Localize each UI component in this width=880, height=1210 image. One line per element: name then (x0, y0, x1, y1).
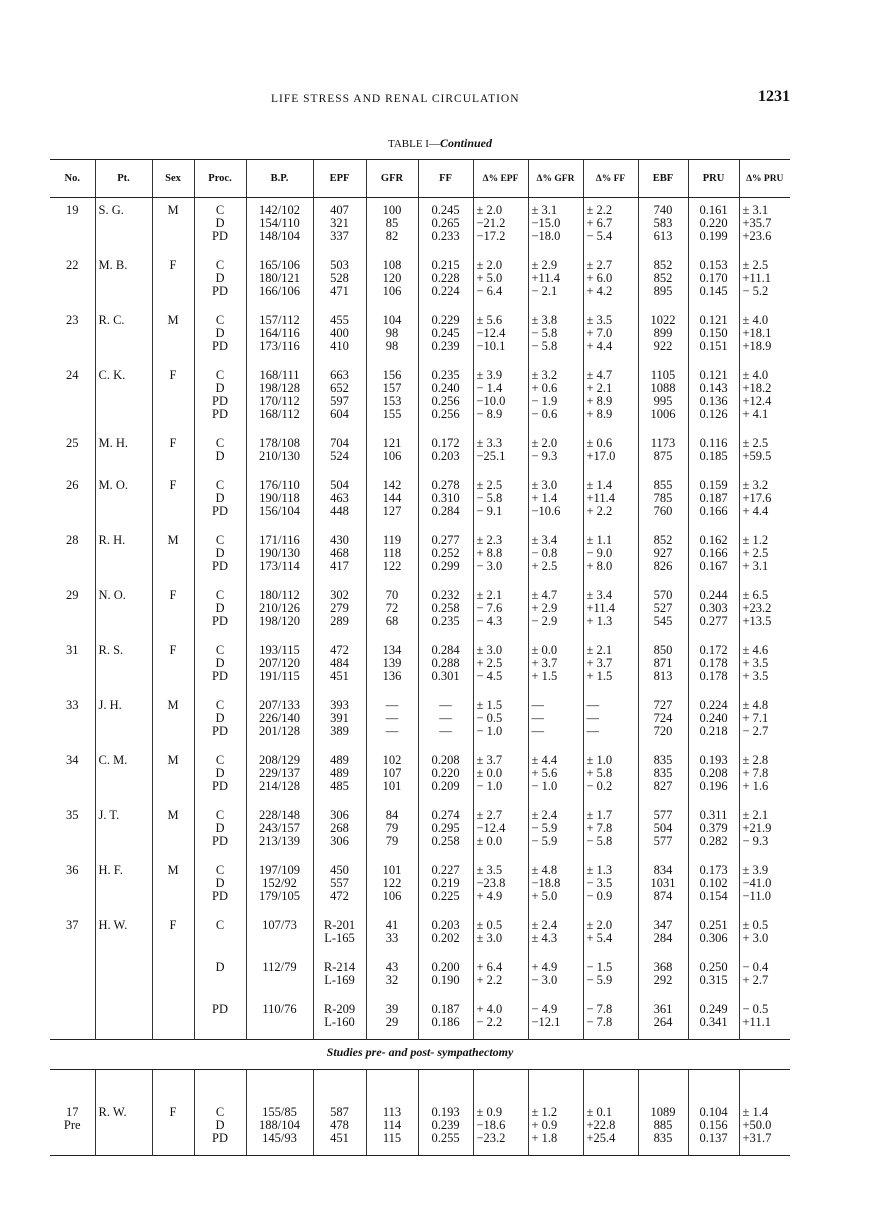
table-caption: TABLE I—Continued (387, 136, 492, 150)
cell-no: 25 (66, 436, 79, 450)
cell-ebf: 577 504 577 (638, 803, 688, 858)
cell-proc: C D PD (194, 528, 246, 583)
cell-d-ff: ± 4.7 + 2.1 + 8.9 + 8.9 (583, 363, 638, 431)
cell-ebf: 1089 885 835 (638, 1100, 688, 1156)
col-header-ff: FF (418, 160, 473, 198)
cell-sex: F (152, 253, 194, 308)
table-row (50, 253, 790, 308)
cell-d-ff: — — — (583, 693, 638, 748)
header-row (50, 160, 790, 198)
cell-d-epf: ± 0.9 −18.6 −23.2 (473, 1100, 528, 1156)
cell-pt: S. G. (95, 198, 152, 254)
cell-ebf: 347 284 (638, 913, 688, 955)
cell-proc: PD (194, 997, 246, 1040)
cell-sex: M (152, 803, 194, 858)
cell-epf: 393 391 389 (313, 693, 366, 748)
cell-d-epf: ± 0.5 ± 3.0 (473, 913, 528, 955)
cell-d-epf: ± 2.1 − 7.6 − 4.3 (473, 583, 528, 638)
cell-bp: 157/112 164/116 173/116 (246, 308, 313, 363)
table-row (50, 803, 790, 858)
cell-epf: 472 484 451 (313, 638, 366, 693)
cell-no: 34 (66, 753, 79, 767)
cell-bp: 208/129 229/137 214/128 (246, 748, 313, 803)
cell-d-epf: + 4.0 − 2.2 (473, 997, 528, 1040)
cell-gfr: 119 118 122 (366, 528, 418, 583)
cell-ebf: 852 927 826 (638, 528, 688, 583)
cell-d-gfr: ± 0.0 + 3.7 + 1.5 (528, 638, 583, 693)
cell-pt: R. S. (95, 638, 152, 693)
section-title: Studies pre- and post- sympathectomy (50, 1040, 790, 1070)
cell-pru: 0.250 0.315 (688, 955, 739, 997)
cell-d-gfr: ± 1.2 + 0.9 + 1.8 (528, 1100, 583, 1156)
cell-ff: 0.215 0.228 0.224 (418, 253, 473, 308)
cell-proc: C D PD (194, 1100, 246, 1156)
cell-pru: 0.224 0.240 0.218 (688, 693, 739, 748)
cell-d-gfr: − 4.9 −12.1 (528, 997, 583, 1040)
cell-proc: C D PD (194, 253, 246, 308)
table-row (50, 583, 790, 638)
cell-d-ff: ± 1.7 + 7.8 − 5.8 (583, 803, 638, 858)
cell-d-ff: ± 2.0 + 5.4 (583, 913, 638, 955)
cell-d-gfr: ± 3.4 − 0.8 + 2.5 (528, 528, 583, 583)
cell-gfr: 134 139 136 (366, 638, 418, 693)
cell-d-ff: ± 1.1 − 9.0 + 8.0 (583, 528, 638, 583)
cell-sex: F (152, 583, 194, 638)
cell-d-pru: ± 2.5 +59.5 (739, 431, 790, 473)
cell-d-gfr: ± 3.0 + 1.4 −10.6 (528, 473, 583, 528)
cell-gfr: 100 85 82 (366, 198, 418, 254)
cell-d-pru: ± 4.0 +18.1 +18.9 (739, 308, 790, 363)
cell-sex: F (152, 473, 194, 528)
cell-d-ff: ± 2.1 + 3.7 + 1.5 (583, 638, 638, 693)
cell-no: 36 (66, 863, 79, 877)
cell-pt: M. O. (95, 473, 152, 528)
col-header-ebf: EBF (638, 160, 688, 198)
cell-pt: M. H. (95, 431, 152, 473)
cell-gfr: 70 72 68 (366, 583, 418, 638)
cell-gfr: 113 114 115 (366, 1100, 418, 1156)
col-header-sex: Sex (152, 160, 194, 198)
cell-epf: R-214 L-169 (313, 955, 366, 997)
cell-pt: H. W. (95, 913, 152, 955)
cell-d-pru: ± 1.4 +50.0 +31.7 (739, 1100, 790, 1156)
cell-d-ff: ± 2.7 + 6.0 + 4.2 (583, 253, 638, 308)
cell-d-epf: ± 2.0 −21.2 −17.2 (473, 198, 528, 254)
cell-ff: 0.284 0.288 0.301 (418, 638, 473, 693)
cell-d-epf: ± 3.0 + 2.5 − 4.5 (473, 638, 528, 693)
cell-pru: 0.172 0.178 0.178 (688, 638, 739, 693)
cell-ff: 0.172 0.203 (418, 431, 473, 473)
table-row (50, 1100, 790, 1156)
cell-sex: M (152, 748, 194, 803)
table-row (50, 363, 790, 431)
col-header-epf: EPF (313, 160, 366, 198)
cell-d-gfr: ± 2.9 +11.4 − 2.1 (528, 253, 583, 308)
col-header-delta-gfr: Δ% GFR (528, 160, 583, 198)
cell-ff: 0.227 0.219 0.225 (418, 858, 473, 913)
cell-epf: R-201 L-165 (313, 913, 366, 955)
cell-pt: R. W. (95, 1100, 152, 1156)
cell-d-pru: − 0.5 +11.1 (739, 997, 790, 1040)
cell-ff: 0.208 0.220 0.209 (418, 748, 473, 803)
cell-epf: 306 268 306 (313, 803, 366, 858)
cell-no: 31 (66, 643, 79, 657)
page-number: 1231 (758, 88, 790, 105)
cell-gfr: 101 122 106 (366, 858, 418, 913)
cell-ff: 0.203 0.202 (418, 913, 473, 955)
cell-pt: J. H. (95, 693, 152, 748)
cell-d-epf: ± 3.5 −23.8 + 4.9 (473, 858, 528, 913)
cell-proc: C D PD (194, 858, 246, 913)
cell-d-epf: ± 1.5 − 0.5 − 1.0 (473, 693, 528, 748)
cell-pt: C. M. (95, 748, 152, 803)
cell-epf: 587 478 451 (313, 1100, 366, 1156)
cell-sex: F (152, 638, 194, 693)
cell-pru: 0.159 0.187 0.166 (688, 473, 739, 528)
cell-ff: 0.277 0.252 0.299 (418, 528, 473, 583)
cell-d-gfr: — — — (528, 693, 583, 748)
cell-gfr: 121 106 (366, 431, 418, 473)
cell-d-pru: ± 4.8 + 7.1 − 2.7 (739, 693, 790, 748)
cell-ff: 0.229 0.245 0.239 (418, 308, 473, 363)
cell-no: 37 (66, 918, 79, 932)
cell-pru: 0.162 0.166 0.167 (688, 528, 739, 583)
cell-d-pru: − 0.4 + 2.7 (739, 955, 790, 997)
table-row (50, 997, 790, 1040)
cell-epf: 455 400 410 (313, 308, 366, 363)
cell-d-ff: ± 0.6 +17.0 (583, 431, 638, 473)
col-header-bp: B.P. (246, 160, 313, 198)
cell-pt: R. H. (95, 528, 152, 583)
cell-ebf: 740 583 613 (638, 198, 688, 254)
cell-sex: F (152, 1100, 194, 1156)
cell-d-epf: ± 2.5 − 5.8 − 9.1 (473, 473, 528, 528)
cell-ff: 0.193 0.239 0.255 (418, 1100, 473, 1156)
cell-ff: 0.232 0.258 0.235 (418, 583, 473, 638)
cell-sex: F (152, 913, 194, 955)
cell-bp: 165/106 180/121 166/106 (246, 253, 313, 308)
cell-d-gfr: ± 4.7 + 2.9 − 2.9 (528, 583, 583, 638)
cell-d-gfr: ± 3.1 −15.0 −18.0 (528, 198, 583, 254)
table-row (50, 198, 790, 254)
cell-d-ff: ± 2.2 + 6.7 − 5.4 (583, 198, 638, 254)
cell-ff: 0.187 0.186 (418, 997, 473, 1040)
cell-pt: H. F. (95, 858, 152, 913)
cell-gfr: 156 157 153 155 (366, 363, 418, 431)
cell-pru: 0.311 0.379 0.282 (688, 803, 739, 858)
data-table (50, 159, 790, 1156)
cell-d-gfr: ± 4.8 −18.8 + 5.0 (528, 858, 583, 913)
cell-proc: C D (194, 431, 246, 473)
cell-no: 23 (66, 313, 79, 327)
cell-d-pru: ± 0.5 + 3.0 (739, 913, 790, 955)
cell-epf: 489 489 485 (313, 748, 366, 803)
cell-sex: M (152, 308, 194, 363)
cell-epf: 302 279 289 (313, 583, 366, 638)
cell-pru: 0.153 0.170 0.145 (688, 253, 739, 308)
cell-ff: 0.200 0.190 (418, 955, 473, 997)
col-header-delta-ff: Δ% FF (583, 160, 638, 198)
cell-d-epf: ± 3.7 ± 0.0 − 1.0 (473, 748, 528, 803)
cell-d-pru: ± 2.8 + 7.8 + 1.6 (739, 748, 790, 803)
table-row (50, 528, 790, 583)
cell-epf: R-209 L-160 (313, 997, 366, 1040)
cell-pt: N. O. (95, 583, 152, 638)
cell-pru: 0.173 0.102 0.154 (688, 858, 739, 913)
cell-d-epf: + 6.4 + 2.2 (473, 955, 528, 997)
col-header-no: No. (50, 160, 95, 198)
cell-bp: 142/102 154/110 148/104 (246, 198, 313, 254)
cell-sex: M (152, 693, 194, 748)
table-row (50, 638, 790, 693)
cell-gfr: 142 144 127 (366, 473, 418, 528)
cell-no: 19 (66, 203, 79, 217)
cell-pru: 0.249 0.341 (688, 997, 739, 1040)
cell-bp: 228/148 243/157 213/139 (246, 803, 313, 858)
cell-proc: C D PD (194, 473, 246, 528)
cell-bp: 107/73 (246, 913, 313, 955)
cell-ff: 0.274 0.295 0.258 (418, 803, 473, 858)
cell-d-pru: ± 2.1 +21.9 − 9.3 (739, 803, 790, 858)
cell-bp: 178/108 210/130 (246, 431, 313, 473)
cell-proc: D (194, 955, 246, 997)
cell-proc: C D PD (194, 693, 246, 748)
cell-gfr: 39 29 (366, 997, 418, 1040)
cell-d-gfr: ± 4.4 + 5.6 − 1.0 (528, 748, 583, 803)
cell-d-epf: ± 3.9 − 1.4 −10.0 − 8.9 (473, 363, 528, 431)
cell-sex: M (152, 528, 194, 583)
cell-ff: — — — (418, 693, 473, 748)
cell-ebf: 835 835 827 (638, 748, 688, 803)
cell-ff: 0.235 0.240 0.256 0.256 (418, 363, 473, 431)
cell-bp: 193/115 207/120 191/115 (246, 638, 313, 693)
cell-d-pru: ± 4.6 + 3.5 + 3.5 (739, 638, 790, 693)
cell-no: 22 (66, 258, 79, 272)
cell-d-epf: ± 2.0 + 5.0 − 6.4 (473, 253, 528, 308)
cell-bp: 176/110 190/118 156/104 (246, 473, 313, 528)
cell-bp: 112/79 (246, 955, 313, 997)
cell-bp: 171/116 190/130 173/114 (246, 528, 313, 583)
cell-d-ff: ± 3.4 +11.4 + 1.3 (583, 583, 638, 638)
col-header-proc: Proc. (194, 160, 246, 198)
cell-sex: F (152, 431, 194, 473)
section-row (50, 1040, 790, 1070)
cell-pru: 0.121 0.143 0.136 0.126 (688, 363, 739, 431)
cell-epf: 663 652 597 604 (313, 363, 366, 431)
cell-d-ff: − 7.8 − 7.8 (583, 997, 638, 1040)
table-row (50, 431, 790, 473)
cell-d-pru: ± 4.0 +18.2 +12.4 + 4.1 (739, 363, 790, 431)
cell-proc: C D PD (194, 748, 246, 803)
cell-no: 33 (66, 698, 79, 712)
cell-d-ff: − 1.5 − 5.9 (583, 955, 638, 997)
cell-gfr: 102 107 101 (366, 748, 418, 803)
cell-no: 24 (66, 368, 79, 382)
cell-d-ff: ± 3.5 + 7.0 + 4.4 (583, 308, 638, 363)
col-header-delta-epf: Δ% EPF (473, 160, 528, 198)
cell-ff: 0.245 0.265 0.233 (418, 198, 473, 254)
cell-gfr: — — — (366, 693, 418, 748)
table-row (50, 473, 790, 528)
cell-sex: F (152, 363, 194, 431)
table-row (50, 748, 790, 803)
cell-d-gfr: ± 3.8 − 5.8 − 5.8 (528, 308, 583, 363)
cell-d-epf: ± 2.7 −12.4 ± 0.0 (473, 803, 528, 858)
cell-epf: 450 557 472 (313, 858, 366, 913)
cell-pru: 0.244 0.303 0.277 (688, 583, 739, 638)
cell-no: 26 (66, 478, 79, 492)
cell-d-pru: ± 3.9 −41.0 −11.0 (739, 858, 790, 913)
cell-bp: 180/112 210/126 198/120 (246, 583, 313, 638)
cell-pru: 0.251 0.306 (688, 913, 739, 955)
col-header-pt: Pt. (95, 160, 152, 198)
cell-ebf: 570 527 545 (638, 583, 688, 638)
table-row (50, 858, 790, 913)
table-row (50, 308, 790, 363)
cell-d-pru: ± 3.2 +17.6 + 4.4 (739, 473, 790, 528)
cell-pru: 0.161 0.220 0.199 (688, 198, 739, 254)
cell-d-pru: ± 1.2 + 2.5 + 3.1 (739, 528, 790, 583)
running-title: LIFE STRESS AND RENAL CIRCULATION (271, 93, 520, 105)
cell-bp: 155/85 188/104 145/93 (246, 1100, 313, 1156)
cell-d-ff: ± 1.4 +11.4 + 2.2 (583, 473, 638, 528)
cell-ebf: 1105 1088 995 1006 (638, 363, 688, 431)
cell-d-epf: ± 5.6 −12.4 −10.1 (473, 308, 528, 363)
cell-no: 17 Pre (50, 1100, 95, 1156)
cell-d-gfr: ± 2.4 − 5.9 − 5.9 (528, 803, 583, 858)
cell-epf: 407 321 337 (313, 198, 366, 254)
cell-ebf: 850 871 813 (638, 638, 688, 693)
cell-ff: 0.278 0.310 0.284 (418, 473, 473, 528)
cell-d-epf: ± 3.3 −25.1 (473, 431, 528, 473)
cell-gfr: 84 79 79 (366, 803, 418, 858)
cell-d-gfr: ± 2.0 − 9.3 (528, 431, 583, 473)
cell-epf: 430 468 417 (313, 528, 366, 583)
cell-d-epf: ± 2.3 + 8.8 − 3.0 (473, 528, 528, 583)
cell-d-gfr: ± 2.4 ± 4.3 (528, 913, 583, 955)
cell-pt: J. T. (95, 803, 152, 858)
cell-ebf: 1173 875 (638, 431, 688, 473)
cell-d-pru: ± 2.5 +11.1 − 5.2 (739, 253, 790, 308)
cell-proc: C D PD (194, 308, 246, 363)
cell-d-pru: ± 6.5 +23.2 +13.5 (739, 583, 790, 638)
cell-proc: C (194, 913, 246, 955)
cell-ebf: 1022 899 922 (638, 308, 688, 363)
cell-bp: 168/111 198/128 170/112 168/112 (246, 363, 313, 431)
cell-no: 28 (66, 533, 79, 547)
table-row (50, 913, 790, 955)
cell-pt: M. B. (95, 253, 152, 308)
table-row (50, 955, 790, 997)
cell-pru: 0.193 0.208 0.196 (688, 748, 739, 803)
cell-no: 29 (66, 588, 79, 602)
cell-d-pru: ± 3.1 +35.7 +23.6 (739, 198, 790, 254)
cell-epf: 504 463 448 (313, 473, 366, 528)
cell-gfr: 104 98 98 (366, 308, 418, 363)
cell-no: 35 (66, 808, 79, 822)
cell-gfr: 41 33 (366, 913, 418, 955)
cell-proc: C D PD PD (194, 363, 246, 431)
cell-ebf: 361 264 (638, 997, 688, 1040)
cell-epf: 704 524 (313, 431, 366, 473)
cell-bp: 110/76 (246, 997, 313, 1040)
cell-gfr: 43 32 (366, 955, 418, 997)
cell-ebf: 852 852 895 (638, 253, 688, 308)
cell-ebf: 855 785 760 (638, 473, 688, 528)
cell-d-ff: ± 1.3 − 3.5 − 0.9 (583, 858, 638, 913)
cell-ebf: 727 724 720 (638, 693, 688, 748)
cell-proc: C D PD (194, 198, 246, 254)
cell-bp: 207/133 226/140 201/128 (246, 693, 313, 748)
cell-sex: M (152, 198, 194, 254)
cell-pru: 0.104 0.156 0.137 (688, 1100, 739, 1156)
col-header-gfr: GFR (366, 160, 418, 198)
cell-d-gfr: + 4.9 − 3.0 (528, 955, 583, 997)
cell-bp: 197/109 152/92 179/105 (246, 858, 313, 913)
cell-sex: M (152, 858, 194, 913)
cell-proc: C D PD (194, 803, 246, 858)
table-body (50, 198, 790, 1156)
col-header-pru: PRU (688, 160, 739, 198)
cell-d-gfr: ± 3.2 + 0.6 − 1.9 − 0.6 (528, 363, 583, 431)
cell-pru: 0.116 0.185 (688, 431, 739, 473)
cell-proc: C D PD (194, 638, 246, 693)
cell-proc: C D PD (194, 583, 246, 638)
table-label: TABLE I (387, 138, 429, 150)
cell-epf: 503 528 471 (313, 253, 366, 308)
table-row (50, 693, 790, 748)
table-continued: Continued (439, 136, 492, 150)
cell-pru: 0.121 0.150 0.151 (688, 308, 739, 363)
cell-ebf: 834 1031 874 (638, 858, 688, 913)
cell-ebf: 368 292 (638, 955, 688, 997)
cell-pt: C. K. (95, 363, 152, 431)
cell-pt: R. C. (95, 308, 152, 363)
cell-gfr: 108 120 106 (366, 253, 418, 308)
col-header-delta-pru: Δ% PRU (739, 160, 790, 198)
cell-d-ff: ± 1.0 + 5.8 − 0.2 (583, 748, 638, 803)
cell-d-ff: ± 0.1 +22.8 +25.4 (583, 1100, 638, 1156)
